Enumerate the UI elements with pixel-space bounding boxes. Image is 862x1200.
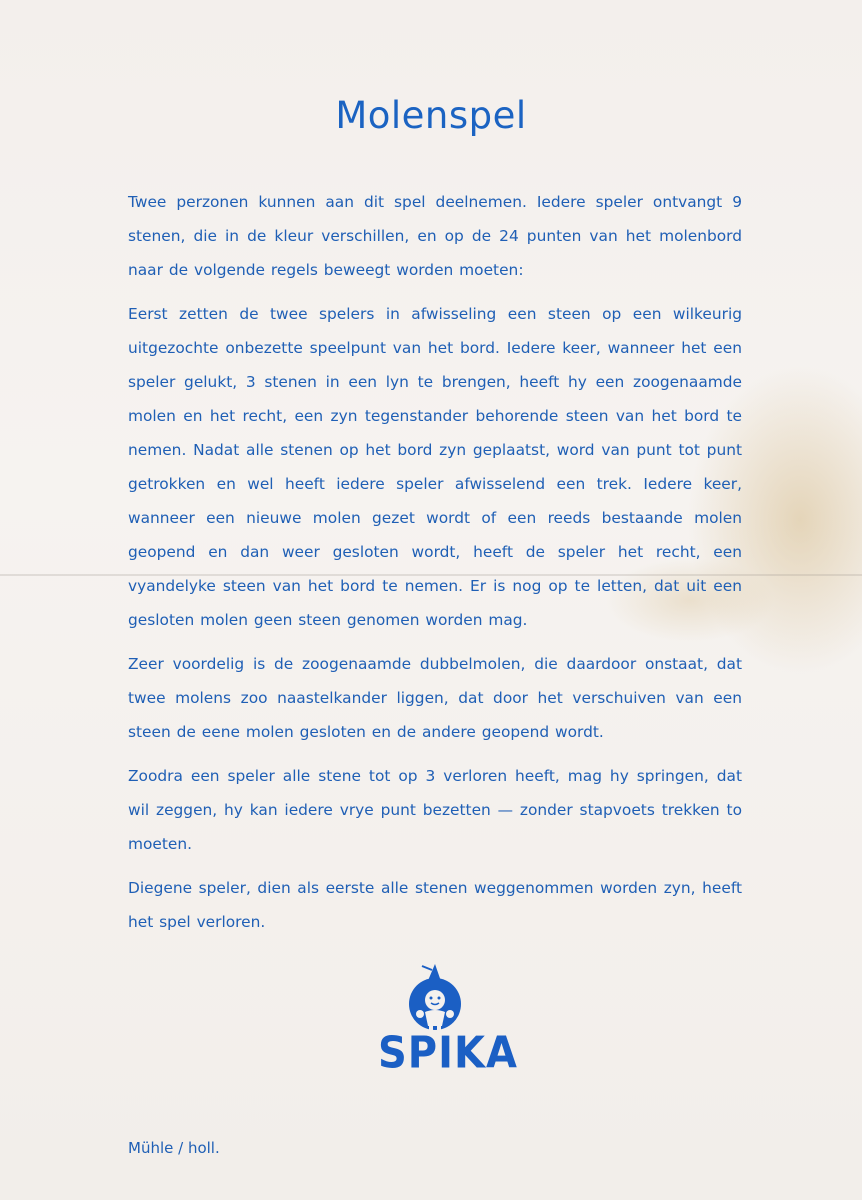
paragraph-intro: Twee perzonen kunnen aan dit spel deelnemen. Iedere speler ontvangt 9 stenen, die in de kleur verschillen, en op de 24 punten van het molenbord naar de volgende regels beweegt worden moeten: xyxy=(128,193,742,279)
paragraph-jumping: Zoodra een speler alle stene tot op 3 verloren heeft, mag hy springen, dat wil zeggen, hy kan iedere vrye punt bezetten — zonder stapvoets trekken to moeten. xyxy=(128,767,742,853)
page-title: Molenspel xyxy=(335,94,527,137)
footer-label: Mühle / holl. xyxy=(128,1139,220,1157)
paragraph-double-mill: Zeer voordelig is de zoogenaamde dubbelmolen, die daardoor onstaat, dat twee molens zoo naastelkander liggen, dat door het verschuiven van een steen de eene molen gesloten en de andere geopend wordt. xyxy=(128,655,742,741)
paragraph-losing: Diegene speler, dien als eerste alle stenen weggenommen worden zyn, heeft het spel verloren. xyxy=(128,879,742,931)
rules-text xyxy=(128,185,742,949)
brand-logo-text: SPIKA xyxy=(378,1027,518,1079)
paragraph-rules: Eerst zetten de twee spelers in afwisseling een steen op een wilkeurig uitgezochte onbezette speelpunt van het bord. Iedere keer, wanneer het een speler gelukt, 3 stenen in een lyn te brengen, heeft hy een zoogenaamde molen en het recht, een zyn tegenstander behorende steen van het bord te nemen. Nadat alle stenen op het bord zyn geplaatst, word van punt tot punt getrokken en wel heeft iedere speler afwisselend een trek. Iedere keer, wanneer een nieuwe molen gezet wordt of een reeds bestaande molen geopend en dan weer gesloten wordt, heeft de speler het recht, een vyandelyke steen van het bord te nemen. Er is nog op te letten, dat uit een gesloten molen geen steen genomen worden mag. xyxy=(128,305,742,629)
